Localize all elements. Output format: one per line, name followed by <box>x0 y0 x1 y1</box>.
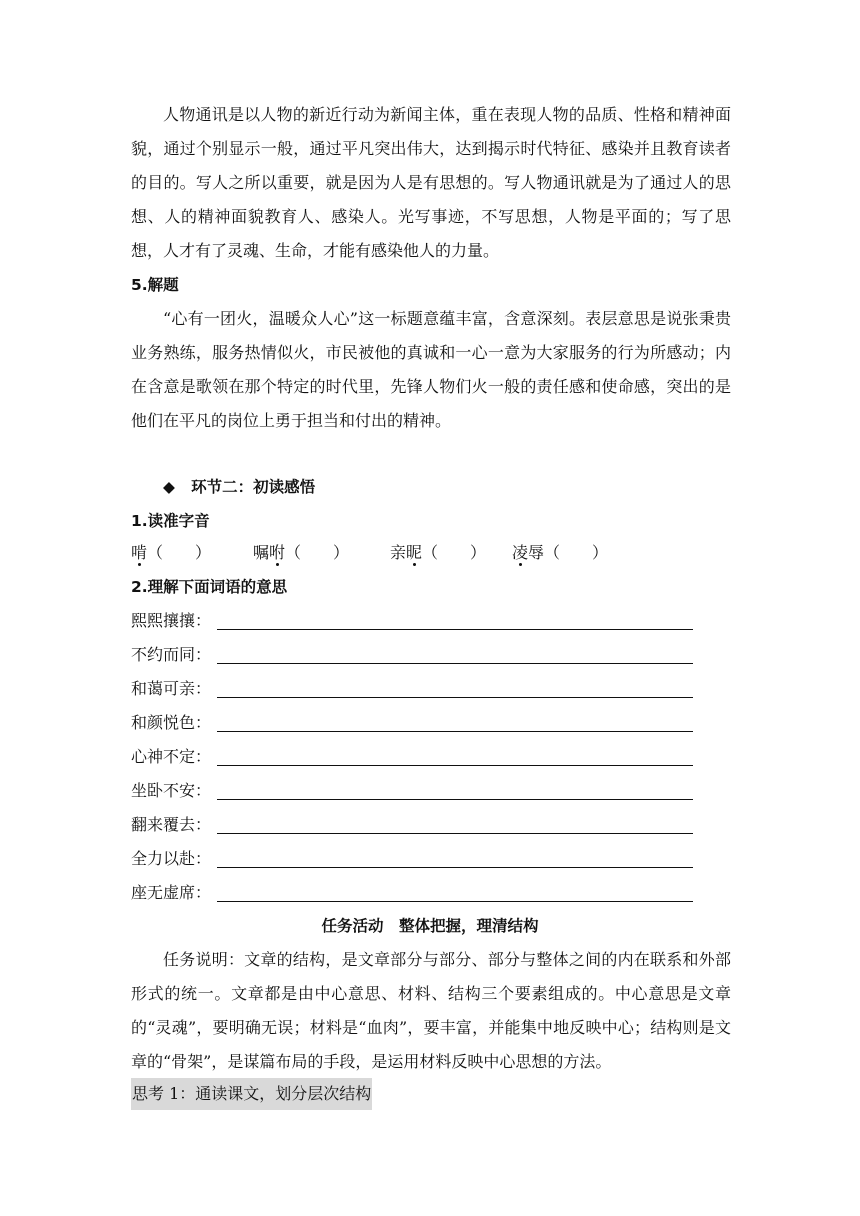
task-title: 任务活动 整体把握，理清结构 <box>321 917 539 935</box>
pronunciation-char: 凌 <box>512 536 528 570</box>
vocab-label: 和颜悦色： <box>131 713 212 732</box>
answer-line[interactable] <box>217 901 693 902</box>
pronunciation-char: 昵 <box>406 536 422 570</box>
vocab-label: 坐卧不安： <box>131 781 212 800</box>
vocab-label: 座无虚席： <box>131 883 212 902</box>
answer-line[interactable] <box>217 663 693 664</box>
vocab-row <box>131 876 697 910</box>
vocab-row <box>131 740 697 774</box>
pronunciation-item-2: 嘱咐（ ） <box>253 536 349 570</box>
pronunciation-item-1: 啃（ ） <box>131 536 211 570</box>
vocab-label: 不约而同： <box>131 645 212 664</box>
vocab-row <box>131 604 697 638</box>
vocabulary-heading: 2.理解下面词语的意思 <box>131 578 288 596</box>
answer-line[interactable] <box>217 731 693 732</box>
step2-heading: 环节二：初读感悟 <box>191 478 316 496</box>
pronunciation-item-3: 亲昵（ ） <box>390 536 486 570</box>
pronunciation-row <box>131 536 691 570</box>
vocab-row <box>131 808 697 842</box>
vocab-row <box>131 672 697 706</box>
step2-heading-row <box>163 470 315 504</box>
pronunciation-item-4: 凌辱（ ） <box>512 536 608 570</box>
vocab-label: 全力以赴： <box>131 849 212 868</box>
answer-line[interactable] <box>217 833 693 834</box>
pronunciation-char: 咐 <box>269 536 285 570</box>
vocab-label: 翻来覆去： <box>131 815 212 834</box>
vocab-row <box>131 842 697 876</box>
diamond-bullet-icon: ◆ <box>163 478 175 496</box>
vocab-label: 心神不定： <box>131 747 212 766</box>
vocab-row <box>131 638 697 672</box>
intro-paragraph: 人物通讯是以人物的新近行动为新闻主体，重在表现人物的品质、性格和精神面貌，通过个别显示一般，通过平凡突出伟大，达到揭示时代特征、感染并且教育读者的目的。写人之所以重要，就是因为人是有思想的。写人物通讯就是为了通过人的思想、人的精神面貌教育人、感染人。光写事迹，不写思想，人物是平面的；写了思想，人才有了灵魂、生命，才能有感染他人的力量。 <box>131 105 731 260</box>
section5-paragraph: “心有一团火，温暖众人心”这一标题意蕴丰富，含意深刻。表层意思是说张秉贵业务熟练，服务热情似火，市民被他的真诚和一心一意为大家服务的行为所感动；内在含意是歌领在那个特定的时代里，先锋人物们火一般的责任感和使命感，突出的是他们在平凡的岗位上勇于担当和付出的精神。 <box>131 309 731 430</box>
task-description: 任务说明：文章的结构，是文章部分与部分、部分与整体之间的内在联系和外部形式的统一。文章都是由中心意思、材料、结构三个要素组成的。中心意思是文章的“灵魂”，要明确无误；材料是“血肉”，要丰富，并能集中地反映中心；结构则是文章的“骨架”，是谋篇布局的手段，是运用材料反映中心思想的方法。 <box>131 950 731 1071</box>
answer-line[interactable] <box>217 799 693 800</box>
pronunciation-heading: 1.读准字音 <box>131 512 210 530</box>
answer-line[interactable] <box>217 867 693 868</box>
vocab-row <box>131 706 697 740</box>
vocab-row <box>131 774 697 808</box>
pronunciation-char: 啃 <box>131 536 147 570</box>
vocab-label: 和蔼可亲： <box>131 679 212 698</box>
vocab-label: 熙熙攘攘： <box>131 611 212 630</box>
section5-heading: 5.解题 <box>131 276 179 294</box>
answer-line[interactable] <box>217 697 693 698</box>
answer-line[interactable] <box>217 765 693 766</box>
answer-line[interactable] <box>217 629 693 630</box>
think1-prompt: 思考 1：通读课文，划分层次结构 <box>131 1078 372 1110</box>
